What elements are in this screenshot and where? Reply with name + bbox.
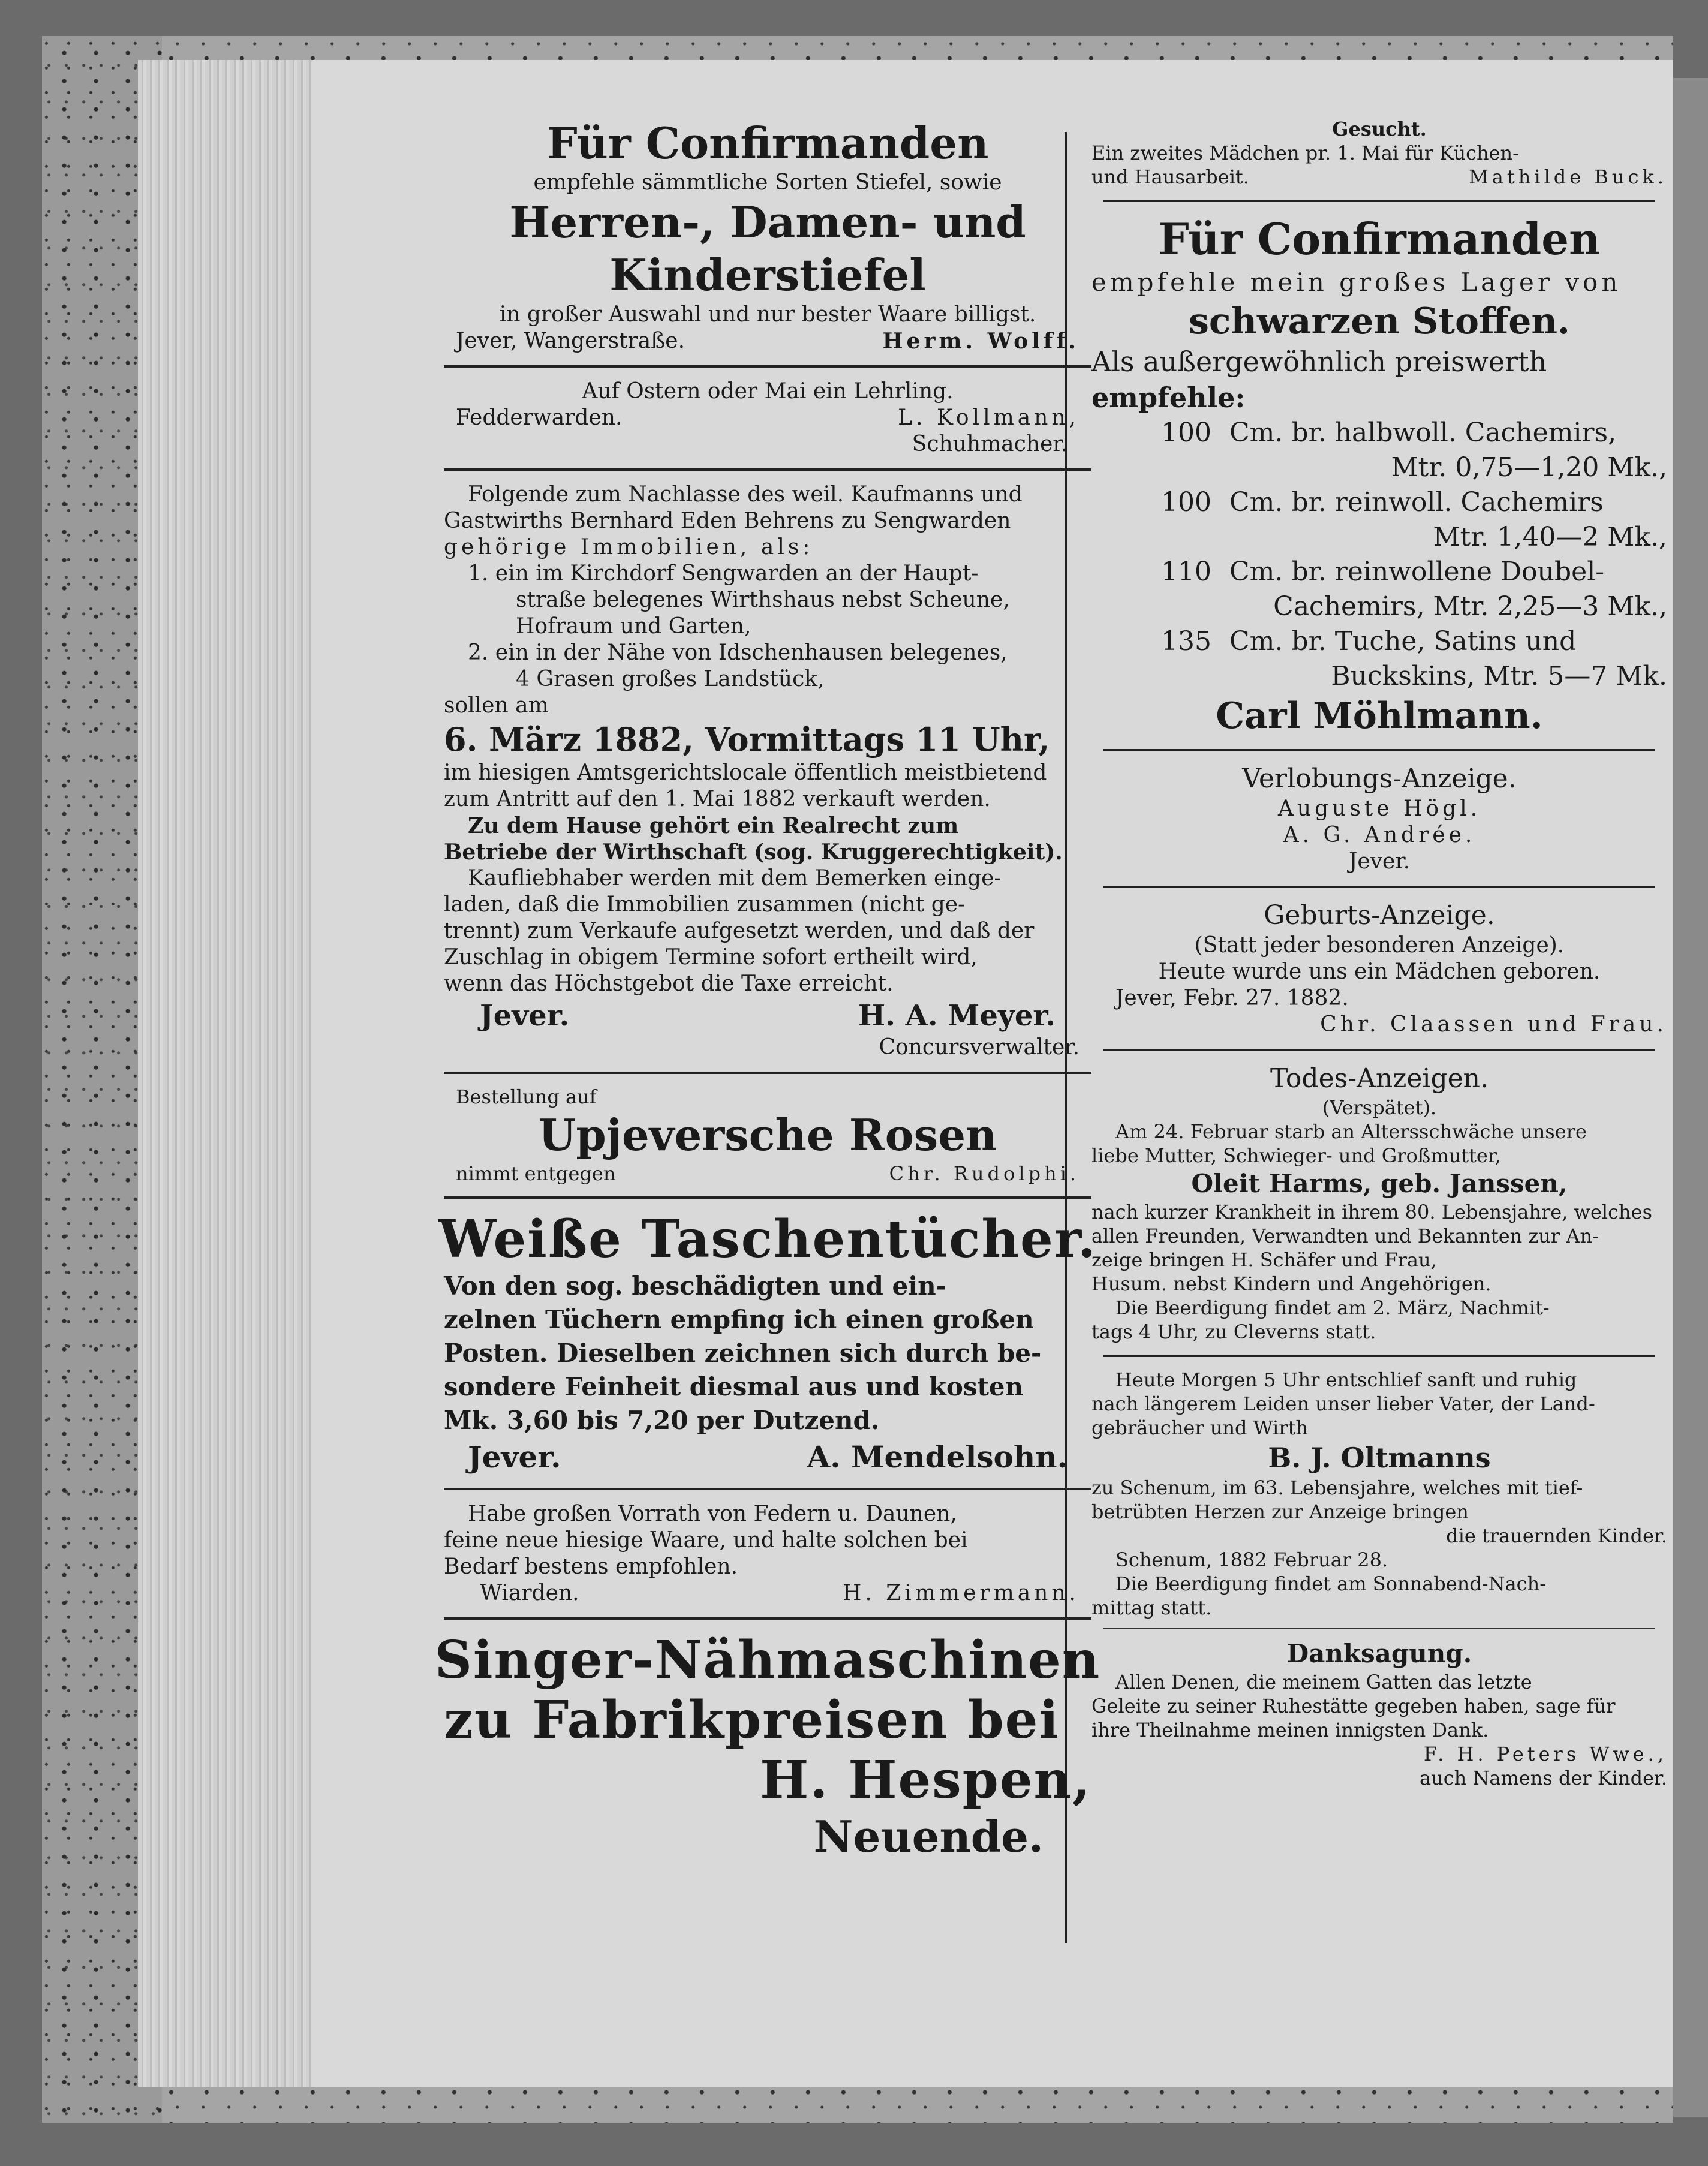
ad-singer-sewing (432, 1630, 1103, 1863)
ad-list-item: 4 Grasen großes Landstück, (516, 667, 825, 691)
ad-text: Von den sog. beschädigten und ein- (444, 1271, 947, 1301)
ad-title: Todes-Anzeigen. (1270, 1063, 1489, 1094)
ad-text: Geleite zu seiner Ruhestätte gegeben haben, sage für (1091, 1695, 1616, 1717)
price-desc: Cm. br. reinwoll. Cachemirs (1229, 487, 1604, 518)
ad-list-item: 1. ein im Kirchdorf Sengwarden an der Haupt- (468, 561, 979, 586)
divider (444, 1072, 1091, 1074)
ad-text: Folgende zum Nachlasse des weil. Kaufmanns und (468, 482, 1023, 507)
ad-list-item: 2. ein in der Nähe von Idschenhausen belegenes, (468, 640, 1008, 665)
ad-signature: Chr. Rudolphi. (889, 1162, 1079, 1185)
ad-text: Zuschlag in obigem Termine sofort ertheilt wird, (444, 945, 978, 970)
ad-text: in großer Auswahl und nur bester Waare billigst. (499, 302, 1036, 327)
ad-text: Am 24. Februar starb an Altersschwäche unsere (1115, 1120, 1587, 1143)
ad-text: Allen Denen, die meinem Gatten das letzte (1115, 1671, 1532, 1693)
price-value: Cachemirs, Mtr. 2,25—3 Mk., (1273, 591, 1667, 622)
ad-headline: Herren-, Damen- und (509, 197, 1026, 248)
ad-signature: H. A. Meyer. (858, 999, 1056, 1033)
ad-text: Auf Ostern oder Mai ein Lehrling. (582, 379, 954, 404)
ad-title: Danksagung. (1286, 1639, 1472, 1668)
price-item (1091, 555, 1667, 589)
ad-text: Die Beerdigung findet am Sonnabend-Nach- (1115, 1572, 1546, 1595)
ad-text: tags 4 Uhr, zu Cleverns statt. (1091, 1320, 1376, 1343)
divider (444, 468, 1091, 471)
price-width: 135 (1161, 626, 1211, 657)
ad-signature: H. Zimmermann. (842, 1581, 1079, 1605)
ad-thanks (1091, 1638, 1667, 1790)
ad-name: B. J. Oltmanns (1268, 1442, 1491, 1474)
ad-signature: F. H. Peters Wwe., (1423, 1743, 1667, 1765)
divider (1103, 886, 1655, 888)
facing-page-edge (1673, 78, 1708, 2117)
ad-text: Zu dem Hause gehört ein Realrecht zum (468, 813, 959, 838)
ad-title: Für Confirmanden (546, 118, 989, 169)
ad-place: Jever. (480, 999, 570, 1033)
ad-text: im hiesigen Amtsgerichtslocale öffentlich meistbietend (444, 760, 1047, 785)
ad-headline: Singer-Nähmaschinen (434, 1630, 1101, 1690)
ad-auction (432, 482, 1103, 1061)
ad-engagement (1091, 762, 1667, 875)
ad-footer (432, 1162, 1103, 1186)
ad-signature: A. Mendelsohn. (807, 1439, 1068, 1475)
price-item (1091, 416, 1667, 450)
ad-signature: Chr. Claassen und Frau. (1320, 1012, 1667, 1037)
ad-text: sollen am (444, 693, 549, 718)
ad-upjever-roses (432, 1085, 1103, 1186)
ad-text: gehörige Immobilien, als: (444, 535, 814, 559)
ad-text: und Hausarbeit. (1091, 166, 1249, 188)
price-desc: Cm. br. halbwoll. Cachemirs, (1229, 417, 1617, 448)
ad-obituary (1091, 1368, 1667, 1620)
ad-text: sondere Feinheit diesmal aus und kosten (444, 1372, 1024, 1401)
left-column (432, 117, 1103, 1863)
ad-headline: Weiße Taschentücher. (438, 1209, 1097, 1269)
price-value: Mtr. 1,40—2 Mk., (1433, 522, 1667, 552)
ad-text: Die Beerdigung findet am 2. März, Nachmit- (1115, 1296, 1550, 1319)
ad-text: laden, daß die Immobilien zusammen (nicht ge- (444, 892, 966, 917)
ad-text: Heute Morgen 5 Uhr entschlief sanft und ruhig (1115, 1368, 1577, 1391)
ad-text: Mk. 3,60 bis 7,20 per Dutzend. (444, 1406, 880, 1435)
ad-role: Concursverwalter. (879, 1035, 1079, 1060)
ad-title: Geburts-Anzeige. (1264, 900, 1495, 931)
ad-text: Als außergewöhnlich preiswerth (1091, 345, 1547, 378)
ad-confirmanden-boots (432, 117, 1103, 354)
price-desc: Cm. br. reinwollene Doubel- (1229, 556, 1605, 587)
ad-list-item: Hofraum und Garten, (516, 614, 751, 639)
ad-feathers (432, 1501, 1103, 1607)
ad-text: zelnen Tüchern empfing ich einen großen (444, 1305, 1034, 1334)
ad-text: Gastwirths Bernhard Eden Behrens zu Sengwarden (444, 509, 1011, 533)
ad-text: empfehle mein großes Lager von (1091, 267, 1622, 297)
ad-text: allen Freunden, Verwandten und Bekannten zur An- (1091, 1225, 1599, 1247)
ad-signature: auch Namens der Kinder. (1420, 1767, 1667, 1789)
price-item (1091, 624, 1667, 659)
ad-text: (Statt jeder besonderen Anzeige). (1194, 933, 1565, 958)
ad-birth (1091, 899, 1667, 1038)
ad-text: Betriebe der Wirthschaft (sog. Kruggerechtigkeit). (444, 840, 1063, 865)
price-value: Mtr. 0,75—1,20 Mk., (1391, 452, 1667, 483)
ad-text: trennt) zum Verkaufe aufgesetzt werden, und daß der (444, 919, 1035, 943)
price-value: Buckskins, Mtr. 5—7 Mk. (1331, 661, 1667, 691)
divider (1103, 1355, 1655, 1357)
ad-text: Heute wurde uns ein Mädchen geboren. (1158, 959, 1601, 984)
divider (444, 1617, 1091, 1620)
right-column (1091, 117, 1667, 1790)
ad-title: Verlobungs-Anzeige. (1242, 763, 1517, 794)
ad-date: 6. März 1882, Vormittags 11 Uhr, (444, 720, 1050, 759)
ad-text: empfehle sämmtliche Sorten Stiefel, sowie (533, 170, 1002, 195)
ad-footer (432, 328, 1103, 354)
ad-footer (444, 1580, 1091, 1607)
ad-place: Jever. (468, 1439, 561, 1475)
ad-text: Habe großen Vorrath von Federn u. Daunen, (468, 1502, 957, 1526)
ad-text: nimmt entgegen (456, 1162, 616, 1185)
ad-signature: Mathilde Buck. (1469, 166, 1667, 188)
ad-signature: Herm. Wolff. (882, 329, 1079, 354)
ad-text: Bestellung auf (456, 1085, 597, 1108)
ad-text: empfehle: (1091, 381, 1246, 414)
ad-headline: Neuende. (813, 1811, 1044, 1862)
ad-text: zeige bringen H. Schäfer und Frau, (1091, 1249, 1437, 1271)
ad-text: Husum. nebst Kindern und Angehörigen. (1091, 1272, 1492, 1295)
ad-death-notices (1091, 1062, 1667, 1344)
ad-text: Auguste Högl. (1277, 796, 1481, 821)
ad-signature: Carl Möhlmann. (1216, 695, 1543, 737)
ad-text: betrübten Herzen zur Anzeige bringen (1091, 1500, 1469, 1523)
ad-headline: Kinderstiefel (609, 249, 926, 300)
ad-text: Schenum, 1882 Februar 28. (1115, 1548, 1388, 1571)
ad-text: nach kurzer Krankheit in ihrem 80. Lebensjahre, welches (1091, 1201, 1652, 1223)
ad-headline: zu Fabrikpreisen bei (444, 1690, 1060, 1750)
ad-list-item: straße belegenes Wirthshaus nebst Scheune, (516, 588, 1010, 612)
price-width: 110 (1161, 556, 1211, 587)
ad-role: Schuhmacher. (912, 432, 1068, 456)
divider (444, 1196, 1091, 1199)
ad-text: Bedarf bestens empfohlen. (444, 1554, 738, 1579)
divider (1103, 749, 1655, 751)
price-width: 100 (1161, 417, 1211, 448)
divider (1103, 1628, 1655, 1629)
ad-text: zum Antritt auf den 1. Mai 1882 verkauft werden. (444, 787, 991, 811)
ad-headline: H. Hespen, (760, 1750, 1091, 1810)
ad-text: wenn das Höchstgebot die Taxe erreicht. (444, 971, 894, 996)
price-width: 100 (1161, 487, 1211, 518)
ad-title: Für Confirmanden (1158, 213, 1601, 264)
ad-text: (Verspätet). (1322, 1096, 1437, 1119)
ad-text: Posten. Dieselben zeichnen sich durch be- (444, 1338, 1042, 1368)
ad-confirmanden-fabrics (1091, 213, 1667, 738)
ad-handkerchiefs (432, 1210, 1103, 1477)
ad-apprentice (432, 378, 1103, 458)
ad-title: Gesucht. (1332, 118, 1427, 140)
ad-text: die trauernden Kinder. (1446, 1524, 1667, 1547)
ad-text: ihre Theilnahme meinen innigsten Dank. (1091, 1719, 1489, 1741)
ad-body (432, 1269, 1103, 1437)
ad-text: Jever. (1348, 849, 1411, 874)
ad-place: Fedderwarden. (456, 405, 623, 430)
ad-text: zu Schenum, im 63. Lebensjahre, welches mit tief- (1091, 1476, 1583, 1499)
price-item (1091, 485, 1667, 520)
ad-name: Oleit Harms, geb. Janssen, (1191, 1169, 1568, 1198)
divider (444, 1488, 1091, 1490)
page-edges (138, 60, 330, 2087)
ad-place: Wiarden. (480, 1581, 579, 1605)
divider (1103, 200, 1655, 202)
price-list (1091, 416, 1667, 694)
divider (444, 365, 1091, 368)
price-desc: Cm. br. Tuche, Satins und (1229, 626, 1577, 657)
ad-place: Jever, Wangerstraße. (456, 329, 685, 353)
ad-text: liebe Mutter, Schwieger- und Großmutter, (1091, 1144, 1501, 1167)
ad-footer (432, 1437, 1103, 1477)
ad-text: nach längerem Leiden unser lieber Vater, der Land- (1091, 1392, 1595, 1415)
ad-signature: L. Kollmann, (898, 405, 1079, 430)
ad-footer (432, 405, 1103, 431)
ad-text: mittag statt. (1091, 1596, 1212, 1619)
ad-text: Kaufliebhaber werden mit dem Bemerken einge- (468, 866, 1002, 891)
ad-maid-wanted (1091, 117, 1667, 189)
ad-headline: Upjeversche Rosen (538, 1109, 997, 1160)
ad-text: Jever, Febr. 27. 1882. (1115, 986, 1349, 1010)
ad-headline: schwarzen Stoffen. (1189, 300, 1570, 342)
newspaper-page (312, 60, 1673, 2087)
ad-text: Ein zweites Mädchen pr. 1. Mai für Küchen- (1091, 142, 1519, 164)
ad-text: gebräucher und Wirth (1091, 1416, 1309, 1439)
ad-footer (444, 997, 1091, 1034)
ad-text: feine neue hiesige Waare, und halte solchen bei (444, 1528, 968, 1553)
ad-text: A. G. Andrée. (1283, 823, 1476, 847)
divider (1103, 1049, 1655, 1051)
ad-footer (1091, 165, 1667, 189)
